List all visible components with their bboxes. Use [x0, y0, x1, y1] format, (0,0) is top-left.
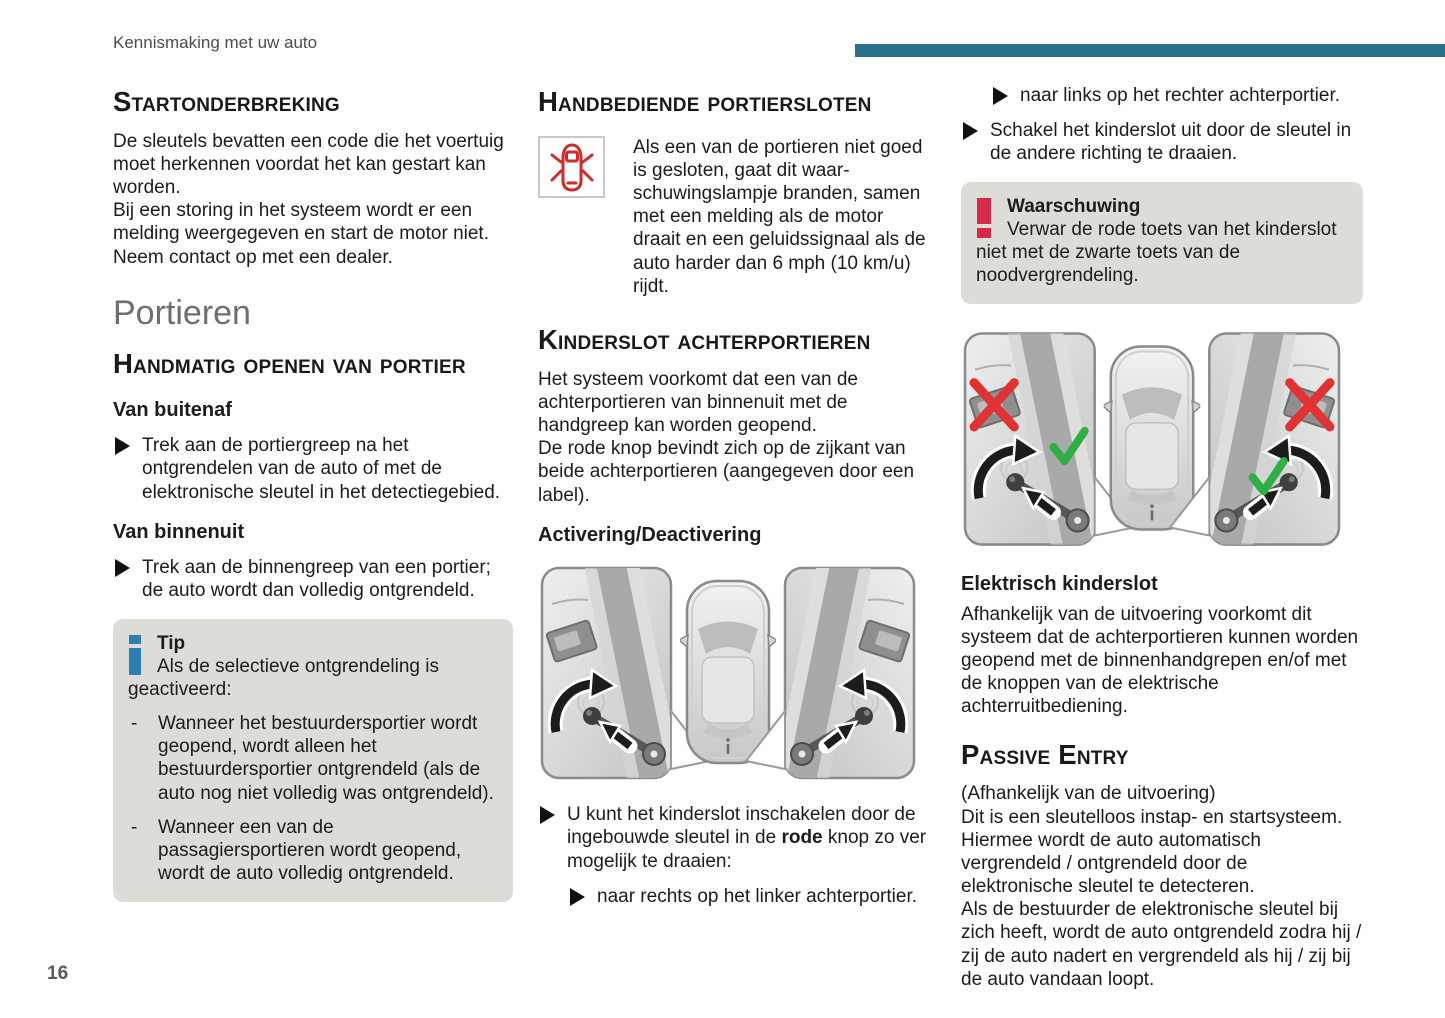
bullet-text: naar rechts op het linker achterportier.	[597, 885, 918, 907]
info-icon	[129, 635, 142, 675]
bullet-item	[538, 803, 938, 873]
bullet-text: U kunt het kinderslot inschakelen door de ingebouwde sleutel in de rode knop zo ver mogelijk te draaien:	[567, 804, 927, 872]
bullet-arrow-icon	[570, 888, 585, 906]
warning-box	[961, 182, 1363, 305]
bullet-arrow-icon	[540, 806, 555, 824]
paragraph: Neem contact op met een dealer.	[113, 246, 393, 268]
subheading-van-buitenaf: Van buitenaf	[113, 398, 232, 421]
bullet-item	[113, 434, 513, 504]
bullet-text: Schakel het kinderslot uit door de sleutel in de andere richting te draaien.	[990, 120, 1352, 165]
paragraph: De sleutels bevatten een code die het voertuig moet herkennen voordat het kan gestart kan worden.	[113, 130, 504, 199]
tip-box	[113, 619, 513, 903]
subheading-activering: Activering/Deactivering	[538, 523, 762, 546]
list-item-text: Wanneer een van de passagiersportieren wordt geopend, wordt de auto volledig ontgrendeld.	[158, 816, 462, 885]
section-title-handbediende-portiersloten: Handbediende portiersloten	[538, 86, 872, 117]
chapter-title-portieren: Portieren	[113, 293, 251, 332]
dash-marker: -	[131, 713, 138, 735]
warning-exclamation-icon	[977, 198, 992, 238]
section-title-kinderslot: Kinderslot achterportieren	[538, 323, 871, 355]
paragraph: Afhankelijk van de uitvoering voorkomt dit systeem dat de achterportieren kunnen worden geopend met de binnenhandgrepen en/of met de knoppen van de elektrische achterruitbediening.	[961, 603, 1359, 718]
bullet-arrow-icon	[963, 122, 978, 140]
list-item	[128, 712, 497, 805]
warning-lamp-frame	[538, 136, 605, 198]
paragraph: Het systeem voorkomt dat een van de achterportieren van binnenuit met de handgreep kan worden geopend.	[538, 368, 858, 437]
subheading-elektrisch-kinderslot: Elektrisch kinderslot	[961, 573, 1158, 596]
warning-text: Verwar de rode toets van het kinderslot niet met de zwarte toets van de noodvergrendeling.	[976, 218, 1337, 287]
door-ajar-warning-icon	[549, 141, 595, 193]
section-title-passive-entry: Passive Entry	[961, 738, 1129, 770]
paragraph: Als een van de portieren niet goed is gesloten, gaat dit waarschuwingslampje branden, samen met een melding als de motor draait en een geluidssignaal als de auto harder dan 6 mph (10 km/u) rijdt.	[633, 136, 926, 297]
paragraph: Bij een storing in het systeem wordt er een melding weergegeven en start de motor niet.	[113, 200, 489, 245]
list-item-text: Wanneer het bestuurdersportier wordt geopend, wordt alleen het bestuurdersportier ontgrendeld (als de auto nog niet volledig was ontgrendeld).	[158, 713, 494, 804]
section-title-startonderbreking: Startonderbreking	[113, 86, 340, 117]
paragraph: Hiermee wordt de auto automatisch vergrendeld / ontgrendeld door de elektronische sleutel te detecteren.	[961, 829, 1261, 898]
bullet-arrow-icon	[115, 559, 130, 577]
column-left	[113, 84, 513, 902]
child-lock-positions-illustration	[961, 324, 1363, 558]
child-lock-activation-illustration	[538, 561, 938, 791]
subheading-van-binnenuit: Van binnenuit	[113, 520, 245, 543]
sub-bullet-item	[991, 84, 1363, 107]
section-title-handmatig-openen: Handmatig openen van portier	[113, 348, 466, 380]
paragraph: Dit is een sleutelloos instap- en startsysteem.	[961, 806, 1343, 828]
bullet-arrow-icon	[993, 87, 1008, 105]
paragraph: Als de bestuurder de elektronische sleutel bij zich heeft, wordt de auto ontgrendeld zodra hij / zij de auto nadert en vergrendeld als hij / zij bij de auto vandaan loopt.	[961, 899, 1362, 990]
paragraph: (Afhankelijk van de uitvoering)	[961, 783, 1216, 805]
sub-bullet-item	[568, 885, 938, 908]
column-right	[961, 84, 1363, 991]
page-number: 16	[47, 963, 69, 984]
running-header: Kennismaking met uw auto	[113, 33, 318, 52]
warning-lamp-row	[538, 136, 938, 298]
warning-title: Waarschuwing	[1007, 195, 1141, 217]
list-item	[128, 816, 497, 886]
bullet-text: Trek aan de binnengreep van een portier; de auto wordt dan volledig ontgrendeld.	[142, 557, 491, 602]
paragraph: De rode knop bevindt zich op de zijkant van beide achterportieren (aangegeven door een label).	[538, 438, 915, 506]
dash-marker: -	[131, 816, 138, 838]
bullet-text: naar links op het rechter achterportier.	[1020, 85, 1341, 106]
bullet-text: Trek aan de portiergreep na het ontgrendelen van de auto of met de elektronische sleutel in het detectiegebied.	[142, 435, 501, 503]
bullet-arrow-icon	[115, 437, 130, 455]
bullet-item	[961, 119, 1363, 165]
column-middle	[538, 84, 938, 908]
chapter-accent-bar	[855, 44, 1445, 57]
tip-title: Tip	[157, 632, 186, 654]
bullet-item	[113, 556, 513, 602]
tip-intro: Als de selectieve ontgrendeling is geactiveerd:	[128, 655, 440, 700]
